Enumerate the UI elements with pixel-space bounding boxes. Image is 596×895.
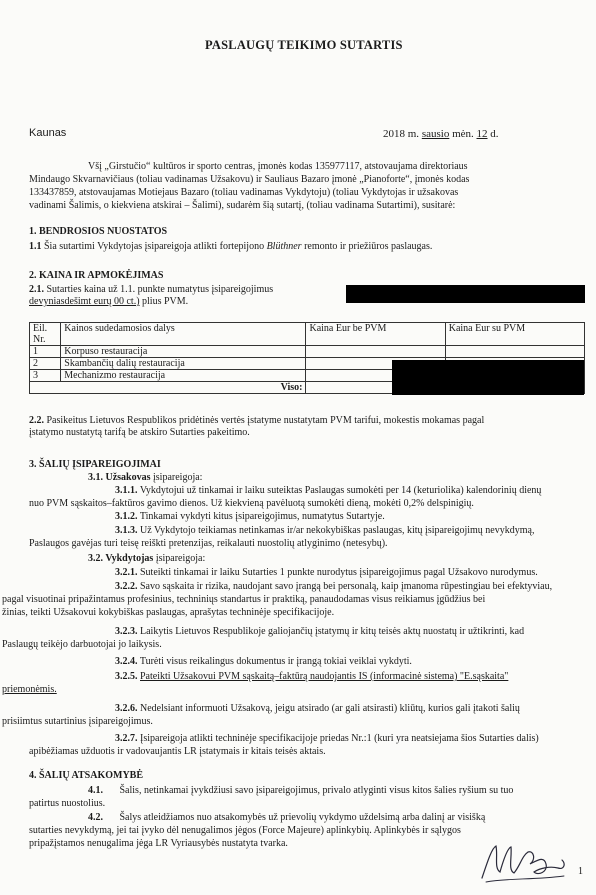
clause-text: plius PVM. [139, 296, 189, 307]
intro-line: Mindaugo Skvarnavičiaus (toliau vadinamas Užsakovu) ir Sauliaus Bazaro įmonė „Pianoforte“, įmonės kodas [29, 174, 470, 185]
clause-text: Savo sąskaita ir rizika, naudojant savo įrangą bei personalą, kaip įmanoma rūpestingiau bei efektyviau, [137, 581, 553, 592]
handwritten-signature [478, 838, 570, 886]
header-no-line2: Nr. [33, 334, 46, 345]
clause-text: Įsipareigoja atlikti techninėje specifikacijoje priedas Nr.:1 (kuri yra neatsiejama šios Sutarties dalis) [137, 733, 539, 744]
clause-number: 3.2.5. [115, 671, 138, 682]
date-day: 12 [476, 128, 488, 140]
document-title: PASLAUGŲ TEIKIMO SUTARTIS [205, 38, 403, 52]
header-no-line1: Eil. [33, 323, 48, 334]
clause-number: 2.2. [29, 415, 44, 426]
clause-4-2-line2: sutarties nevykdymą, jei tai įvyko dėl nenugalimos jėgos (Force Majeure) aplinkybių. Aplinkybės ir sąlygos [29, 825, 461, 836]
page-number: 1 [578, 866, 583, 877]
row-no: 2 [30, 358, 61, 370]
clause-4-2-line1 [88, 812, 485, 823]
clause-number: 3.2.2. [115, 581, 138, 592]
clause-2-2-line2: įstatymo nustatytą tarifą be atskiro Sutarties pakeitimo. [29, 427, 250, 438]
clause-number: 3.1.2. [115, 511, 138, 522]
header-incl-vat: Kaina Eur su PVM [445, 323, 584, 346]
row-excl [306, 346, 445, 358]
section-4-heading: 4. ŠALIŲ ATSAKOMYBĖ [29, 770, 144, 781]
table-row [30, 346, 585, 358]
intro-line: Všį „Girstučio“ kultūros ir sporto centras, įmonės kodas 135977117, atstovaujama direktoriaus [88, 161, 468, 172]
clause-text: Šalys atleidžiamos nuo atsakomybės už prievolių vykdymo uždelsimą arba dalinį ar visišką [119, 812, 486, 823]
row-no: 3 [30, 370, 61, 382]
clause-3-2-2-line2: pagal visuotinai pripažintamus profesinius, techniniųs standartus ir praktiką, panaudodamas visus reikiamus įgūdžius bei [2, 594, 486, 605]
clause-2-2-line1 [29, 415, 484, 426]
intro-line: vadinami Šalimis, o kiekviena atskirai – Šalimi), sudarėm šią sutartį, (toliau vadinama Sutartimi), susitarė: [29, 200, 456, 211]
clause-3-2-3-line1 [115, 626, 524, 637]
clause-3-2-6-line1 [115, 703, 520, 714]
clause-text: Pateikti Užsakovui PVM sąskaitą–faktūrą naudojantis IS (informacinė sistema) "E.sąskaita" [140, 671, 509, 682]
row-item: Skambančių dalių restauracija [61, 358, 306, 370]
clause-text: įsipareigoja: [150, 472, 203, 483]
clause-4-1-line1 [88, 785, 513, 796]
clause-number: 4.1. [88, 785, 103, 796]
clause-number: 3.2.6. [115, 703, 138, 714]
clause-3-1 [88, 472, 202, 483]
clause-text: Sutarties kaina už 1.1. punkte numatytus įsipareigojimus [44, 284, 274, 295]
clause-number: 1.1 [29, 241, 42, 252]
clause-text: įsipareigoja: [153, 553, 206, 564]
clause-3-2-7-line2: apibėžiamas užduotis ir vadovaujantis LR įstatymais ir kitais teisės aktais. [29, 746, 326, 757]
place: Kaunas [29, 127, 67, 139]
clause-3-1-2 [115, 511, 385, 522]
clause-number: 3.1.1. [115, 485, 138, 496]
section-2-heading: 2. KAINA IR APMOKĖJIMAS [29, 270, 164, 281]
header-item: Kainos sudedamosios dalys [61, 323, 306, 346]
clause-4-2-line3: pripažįstamos nenugalima jėga LR Vyriausybės nustatyta tvarka. [29, 838, 288, 849]
clause-text: Vykdytojui už tinkamai ir laiku suteiktas Paslaugas sumokėti per 14 (keturiolika) kalendorinių dienų [137, 485, 542, 496]
row-no: 1 [30, 346, 61, 358]
clause-text: Turėti visus reikalingus dokumentus ir įrangą tokiai veiklai vykdyti. [137, 656, 412, 667]
clause-3-1-1-line1 [115, 485, 541, 496]
clause-number: 3.2. [88, 553, 103, 564]
price-in-words: devyniasdešimt eurų 00 ct.) [29, 296, 140, 307]
clause-2-1-line1 [29, 284, 273, 295]
clause-number: 4.2. [88, 812, 103, 823]
date-month-label: mėn. [452, 128, 474, 140]
date-year: 2018 m. [383, 128, 420, 140]
table-header-row [30, 323, 585, 346]
clause-text: Už Vykdytojo teikiamas netinkamas ir/ar nekokybiškas paslaugas, kitų įsipareigojimų nevykdymą, [137, 525, 535, 536]
clause-3-1-1-line2: nuo PVM sąskaitos–faktūros gavimo dienos. Už kiekvieną pavėluotą sumokėti dieną, mokėti 0,2% delspinigių. [29, 498, 474, 509]
clause-3-2 [88, 553, 205, 564]
clause-text: Nedelsiant informuoti Užsakovą, jeigu atsirado (ar gali atsirasti) kliūtų, kurios gali įtakoti šalių [137, 703, 520, 714]
clause-number: 3.2.1. [115, 567, 138, 578]
party-contractor: Vykdytojas [103, 553, 154, 564]
redaction-box [392, 360, 584, 395]
row-item: Korpuso restauracija [61, 346, 306, 358]
section-1-heading: 1. BENDROSIOS NUOSTATOS [29, 226, 168, 237]
clause-3-2-5-line2: priemonėmis. [2, 684, 57, 695]
total-label: Viso: [30, 382, 306, 394]
clause-3-2-7-line1 [115, 733, 539, 744]
date-month: sausio [421, 128, 450, 140]
clause-1-1 [29, 241, 432, 252]
clause-text: Pasikeitus Lietuvos Respublikos pridėtinės vertės įstatyme nustatytam PVM tarifui, mokestis mokamas pagal [44, 415, 485, 426]
date-day-label: d. [490, 128, 499, 140]
clause-text: Šia sutartimi Vykdytojas įsipareigoja atlikti fortepijono [41, 241, 267, 252]
clause-3-2-4 [115, 656, 412, 667]
clause-number: 2.1. [29, 284, 44, 295]
clause-3-2-1 [115, 567, 538, 578]
clause-3-2-5-line1 [115, 671, 508, 682]
clause-number: 3.2.7. [115, 733, 138, 744]
clause-number: 3.1. [88, 472, 103, 483]
clause-3-1-3-line2: Paslaugos gavėjas turi teisę reiškti pretenzijas, reikalauti nuostolių atlyginimo (netesybų). [29, 538, 388, 549]
clause-number: 3.2.3. [115, 626, 138, 637]
clause-3-2-2-line3: žinias, teikti Užsakovui kokybiškas paslaugas, aprašytas techninėje specifikacijoje. [2, 607, 335, 618]
contract-date [383, 128, 499, 140]
intro-line: 133437859, atstovaujamas Motiejaus Bazaro (toliau vadinamas Vykdytoju) (toliau Vykdytojas ir užsakovas [29, 187, 459, 198]
header-excl-vat: Kaina Eur be PVM [306, 323, 445, 346]
clause-3-2-6-line2: prisiimtus sutartinius įsipareigojimus. [2, 716, 153, 727]
redaction-box [346, 285, 585, 303]
row-item: Mechanizmo restauracija [61, 370, 306, 382]
clause-2-1-line2 [29, 296, 188, 307]
clause-text: remonto ir priežiūros paslaugas. [301, 241, 433, 252]
section-3-heading: 3. ŠALIŲ ĮSIPAREIGOJIMAI [29, 459, 161, 470]
clause-3-2-2-line1 [115, 581, 552, 592]
row-incl [445, 346, 584, 358]
clause-3-1-3-line1 [115, 525, 534, 536]
clause-text: Laikytis Lietuvos Respublikoje galiojančių įstatymų ir kitų teisės aktų nuostatų ir užtikrinti, kad [137, 626, 525, 637]
party-customer: Užsakovas [103, 472, 151, 483]
clause-3-2-3-line2: Paslaugų teikėjo darbuotojai jo laikysis. [2, 639, 162, 650]
clause-text: Suteikti tinkamai ir laiku Sutarties 1 punkte nurodytus įsipareigojimus pagal Užsakovo nurodymus. [137, 567, 538, 578]
clause-number: 3.2.4. [115, 656, 138, 667]
clause-4-1-line2: patirtus nuostolius. [29, 798, 106, 809]
clause-number: 3.1.3. [115, 525, 138, 536]
piano-brand: Blüthner [266, 241, 302, 252]
clause-text: Šalis, netinkamai įvykdžiusi savo įsipareigojimus, privalo atlyginti visus kitos šalies ryšium su tuo [119, 785, 514, 796]
header-no [30, 323, 61, 346]
clause-text: Tinkamai vykdyti kitus įsipareigojimus, numatytus Sutartyje. [137, 511, 385, 522]
